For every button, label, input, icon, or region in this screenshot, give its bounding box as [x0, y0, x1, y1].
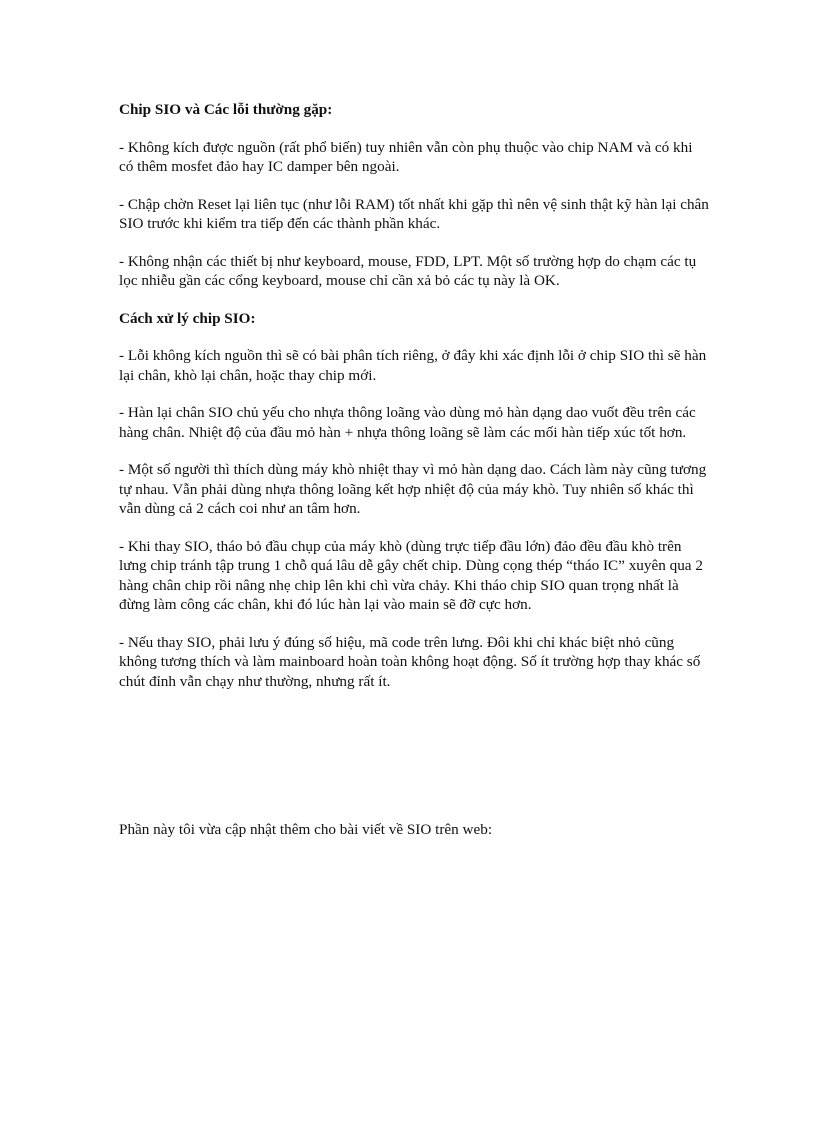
paragraph: - Hàn lại chân SIO chủ yếu cho nhựa thông loãng vào dùng mỏ hàn dạng dao vuốt đều trên các hàng chân. Nhiệt độ của đầu mỏ hàn + nhựa thông loãng sẽ làm các mối hàn tiếp xúc tốt hơn. [119, 404, 696, 441]
paragraph: - Một số người thì thích dùng máy khò nhiệt thay vì mỏ hàn dạng dao. Cách làm này cũng tương tự nhau. Vẫn phải dùng nhựa thông loãng kết hợp nhiệt độ của máy khò. Tuy nhiên số khác thì vẫn dùng cả 2 cách coi như an tâm hơn. [119, 461, 707, 517]
section-heading-handling: Cách xử lý chip SIO: [119, 309, 256, 327]
section-heading-errors: Chip SIO và Các lỗi thường gặp: [119, 101, 333, 118]
footer-note: Phần này tôi vừa cập nhật thêm cho bài viết về SIO trên web: [119, 821, 493, 839]
paragraph: - Nếu thay SIO, phải lưu ý đúng số hiệu, mã code trên lưng. Đôi khi chỉ khác biệt nhỏ cũng không tương thích và làm mainboard hoàn toàn không hoạt động. Số ít trường hợp thay khác số chút đỉnh vẫn chạy như thường, nhưng rất ít. [119, 633, 701, 690]
document-body [119, 100, 709, 709]
paragraph: - Khi thay SIO, tháo bỏ đầu chụp của máy khò (dùng trực tiếp đầu lớn) đảo đều đầu khò trên lưng chip tránh tập trung 1 chỗ quá lâu dễ gây chết chip. Dùng cọng thép “tháo IC” xuyên qua 2 hàng chân chip rồi nâng nhẹ chip lên khi chì vừa chảy. Khi tháo chip SIO quan trọng nhất là đừng làm công các chân, khi đó lúc hàn lại vào main sẽ đỡ cực hơn. [119, 537, 703, 613]
paragraph: - Chập chờn Reset lại liên tục (như lỗi RAM) tốt nhất khi gặp thì nên vệ sinh thật kỹ hàn lại chân SIO trước khi kiểm tra tiếp đến các thành phần khác. [119, 195, 709, 232]
paragraph: - Không nhận các thiết bị như keyboard, mouse, FDD, LPT. Một số trường hợp do chạm các tụ lọc nhiễu gần các cổng keyboard, mouse chỉ cần xả bỏ các tụ này là OK. [119, 252, 697, 289]
paragraph: - Không kích được nguồn (rất phổ biến) tuy nhiên vẫn còn phụ thuộc vào chip NAM và có khi có thêm mosfet đảo hay IC damper bên ngoài. [119, 138, 693, 175]
paragraph: - Lỗi không kích nguồn thì sẽ có bài phân tích riêng, ở đây khi xác định lỗi ở chip SIO thì sẽ hàn lại chân, khò lại chân, hoặc thay chip mới. [119, 347, 707, 384]
